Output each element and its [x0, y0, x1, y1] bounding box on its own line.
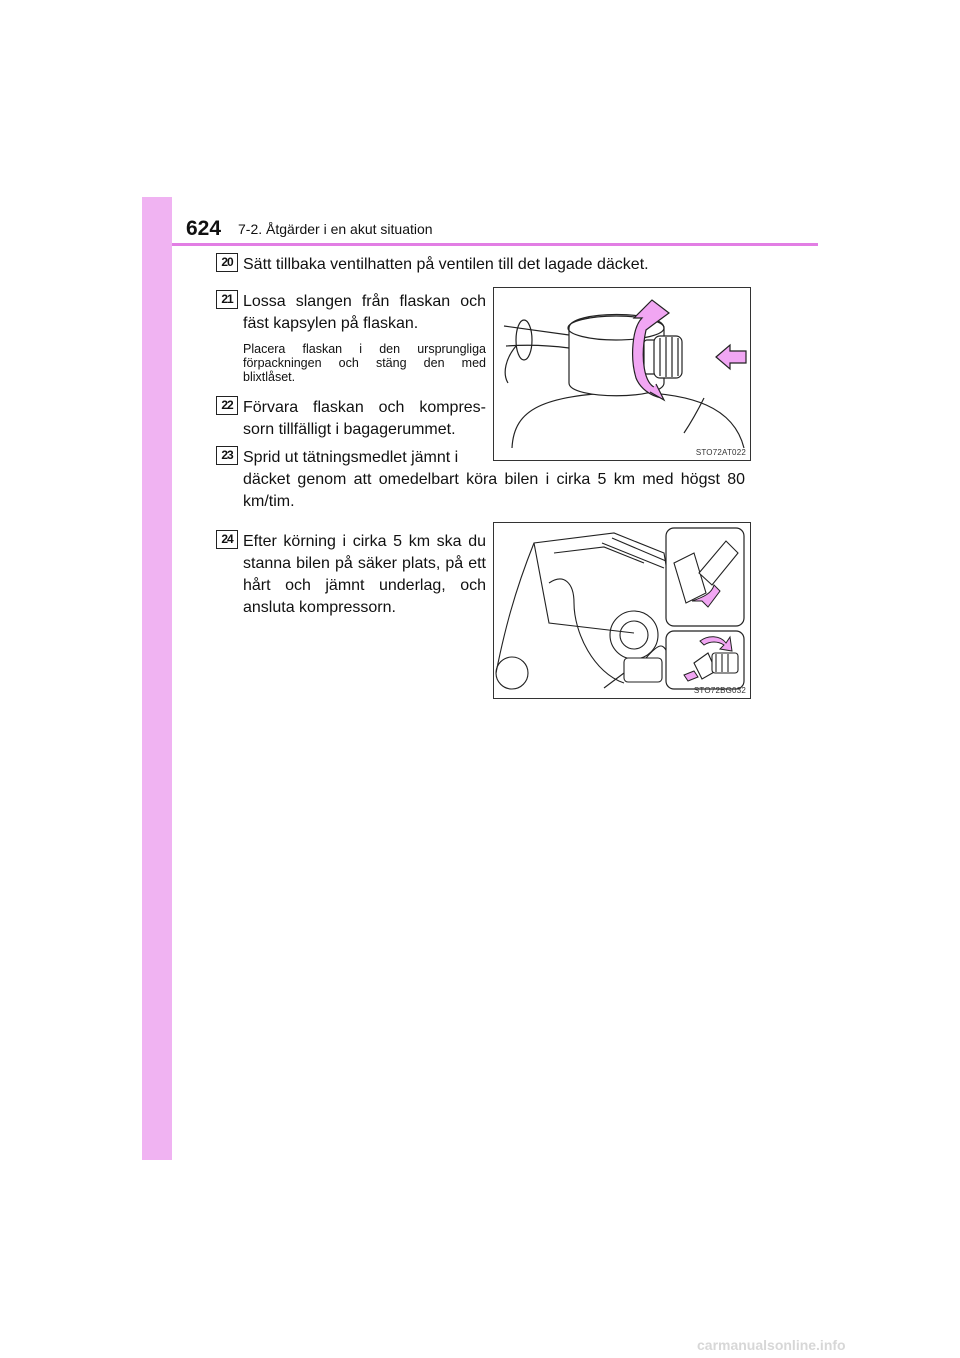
step-badge-20: 20 — [216, 253, 238, 272]
footer-watermark: carmanualsonline.info — [697, 1337, 846, 1353]
step-text-20: Sätt tillbaka ventilhatten på ventilen till det lagade däcket. — [243, 256, 649, 273]
step-text-23-rest: däcket genom att omedelbart köra bilen i cirka 5 km med högst 80 km/tim. — [243, 471, 745, 510]
step-text-21: Lossa slangen från flaskan och fäst kapsylen på flaskan. — [243, 293, 486, 332]
step-note-21: Placera flaskan i den ursprungliga förpackningen och stäng den med blixtlåset. — [243, 342, 486, 384]
figure-code-2: STO72BG032 — [693, 686, 746, 695]
step-badge-23: 23 — [216, 446, 238, 465]
step-badge-22: 22 — [216, 396, 238, 415]
figure-code-1: STO72AT022 — [695, 448, 746, 457]
side-tab-band — [142, 197, 172, 1160]
step-badge-21: 21 — [216, 290, 238, 309]
bottle-cap-illustration — [494, 288, 750, 460]
step-text-22: Förvara flaskan och kompres- sorn tillfälligt i bagagerummet. — [243, 399, 486, 438]
compressor-illustration — [494, 523, 750, 698]
page-number: 624 — [186, 217, 222, 240]
header-rule — [172, 243, 818, 246]
figure-bottle-cap — [493, 287, 751, 461]
figure-compressor-connection — [493, 522, 751, 699]
step-text-23-line1: Sprid ut tätningsmedlet jämnt i — [243, 449, 459, 466]
step-badge-24: 24 — [216, 530, 238, 549]
step-text-24: Efter körning i cirka 5 km ska du stanna bilen på säker plats, på ett hårt och jämnt underlag, och ansluta kompressorn. — [243, 533, 486, 616]
section-title: 7-2. Åtgärder i en akut situation — [238, 221, 433, 237]
